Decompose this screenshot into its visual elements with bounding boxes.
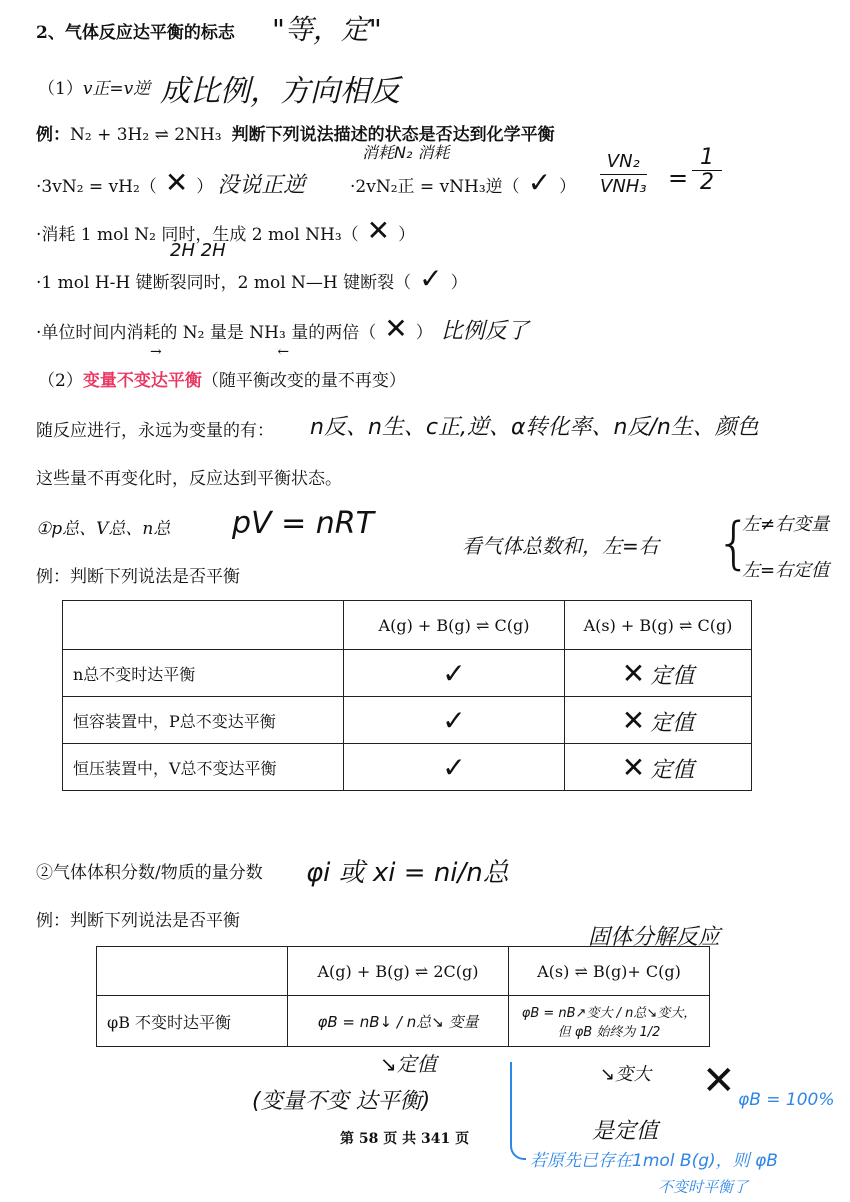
note-blue-pct: φB = 100% (738, 1090, 835, 1110)
table-1-note: 定值 (650, 710, 695, 736)
item-2-text: ·消耗 1 mol N₂ 同时，生成 2 mol NH₃（ (36, 225, 359, 245)
ratio-equals: = (668, 164, 689, 192)
heading-handwriting: "等，定" (272, 13, 382, 46)
cross-icon: ✕ (702, 1058, 736, 1104)
table-1-row-label: n总不变时达平衡 (63, 650, 344, 697)
ratio-den: VNH₃ (600, 176, 647, 197)
table-2 (96, 946, 710, 1047)
note-under-a: ↘定值 (380, 1052, 437, 1076)
sec2-desc: （随平衡改变的量不再变） (201, 371, 406, 391)
cross-icon: ✕ (384, 312, 408, 345)
table-1 (62, 600, 752, 791)
item-4-note: 比例反了 (440, 319, 529, 344)
table-1-note: 定值 (650, 663, 695, 689)
item-1-close: ） (559, 177, 577, 197)
ratio-fraction (600, 150, 647, 199)
ex1-question: 判断下列说法描述的状态是否达到化学平衡 (231, 125, 555, 145)
note-ding: 是定值 (592, 1119, 659, 1144)
table-2-cell-b: φB = nB↗变大 / n总↘变大，但 φB 始终为 1/2 (509, 996, 710, 1047)
check-icon: ✓ (344, 697, 565, 744)
sec1-formula: v正=v逆 (82, 79, 151, 99)
variables-text: 随反应进行，永远为变量的有： (36, 421, 274, 441)
cross-icon: ✕ (366, 214, 391, 247)
ex1-line (36, 124, 555, 146)
table-2-header-cell: A(g) + B(g) ⇌ 2C(g) (288, 947, 509, 996)
item-4-close: ） (415, 323, 433, 343)
page-footer: 第 58 页 共 341 页 (340, 1131, 470, 1147)
ratio-value-den: 2 (700, 170, 714, 195)
ratio-value (692, 146, 722, 195)
table-1-row-b (565, 697, 752, 744)
cross-icon: ✕ (621, 656, 646, 690)
ex1-equation: N₂ + 3H₂ ⇌ 2NH₃ (70, 125, 222, 145)
item-3-text: ·1 mol H-H 键断裂同时，2 mol N—H 键断裂（ (36, 273, 412, 293)
table-row (63, 650, 752, 697)
ex2-text: 例：判断下列说法是否平衡 (36, 567, 240, 587)
table-1-row-label: 恒压装置中，V总不变达平衡 (63, 744, 344, 791)
sec1-line (38, 78, 150, 100)
item-0-note: 没说正逆 (217, 173, 306, 198)
part2-label: ②气体体积分数/物质的量分数 (36, 863, 263, 883)
item-3-close: ） (450, 273, 468, 293)
item-0 (36, 166, 306, 199)
item-1 (350, 166, 577, 199)
part1-side-note: 看气体总数和，左=右 (462, 534, 659, 558)
cross-icon: ✕ (621, 750, 646, 784)
reach-text: 这些量不再变化时，反应达到平衡状态。 (36, 469, 342, 489)
sec1-label: （1） (38, 79, 83, 99)
blue-bracket (510, 1062, 526, 1160)
table-1-header-cell: A(g) + B(g) ⇌ C(g) (344, 601, 565, 650)
table-2-row-label: φB 不变时达平衡 (97, 996, 288, 1047)
variables-handwriting: n反、n生、c正,逆、α转化率、n反/n生、颜色 (310, 415, 759, 440)
ratio-num: VN₂ (600, 150, 647, 175)
table-1-row-b (565, 650, 752, 697)
cross-icon: ✕ (621, 703, 646, 737)
table-1-header-cell (63, 601, 344, 650)
table-1-header (63, 601, 752, 650)
section-heading (36, 22, 235, 44)
brace-a: 左≠右变量 (742, 514, 830, 535)
ex1-label: 例： (36, 125, 70, 145)
check-icon: ✓ (419, 262, 443, 295)
brace-b: 左=右定值 (742, 560, 830, 581)
table-2-cell-a: φB = nB↓ / n总↘ 变量 (288, 996, 509, 1047)
table-2-header-cell (97, 947, 288, 996)
item-1-text: ·2vN₂正 = vNH₃逆（ (350, 177, 520, 197)
note-under-b: ↘变大 (600, 1064, 652, 1085)
ex3-handwriting: 固体分解反应 (588, 925, 721, 950)
cross-icon: ✕ (164, 166, 189, 199)
item-1-above: 消耗N₂ 消耗 (362, 143, 450, 162)
item-3-above: 2H 2H (170, 240, 226, 261)
note-blue-2: 不变时平衡了 (658, 1178, 749, 1196)
check-icon: ✓ (344, 744, 565, 791)
table-row (63, 744, 752, 791)
item-2-close: ） (398, 225, 416, 245)
part2-handwriting: φi 或 xi = ni/n总 (306, 858, 509, 888)
part1-formula: pV = nRT (232, 506, 374, 541)
table-2-header (97, 947, 710, 996)
note-blue-1: 若原先已存在1mol B(g)，则 φB (530, 1151, 778, 1171)
item-0-close: ） (196, 177, 214, 197)
table-2-header-cell: A(s) ⇌ B(g)+ C(g) (509, 947, 710, 996)
check-icon: ✓ (344, 650, 565, 697)
sec2-line (38, 370, 406, 392)
item-4 (36, 312, 529, 345)
table-1-header-cell: A(s) + B(g) ⇌ C(g) (565, 601, 752, 650)
ratio-value-num: 1 (692, 146, 722, 171)
heading-number: 2、 (36, 23, 65, 43)
part1-label: ①p总、V总、n总 (36, 519, 171, 539)
table-1-row-b (565, 744, 752, 791)
sec2-title: 变量不变达平衡 (82, 371, 202, 391)
table-1-note: 定值 (650, 757, 695, 783)
item-4-text: ·单位时间内消耗的 N₂ 量是 NH₃ 量的两倍（ (36, 323, 377, 343)
note-paren: (变量不变 达平衡) (252, 1089, 431, 1114)
underline-arrows: → ← (150, 344, 290, 360)
sec2-label: （2） (38, 371, 83, 391)
ex3-text: 例：判断下列说法是否平衡 (36, 911, 240, 931)
table-1-row-label: 恒容装置中，P总不变达平衡 (63, 697, 344, 744)
table-row (63, 697, 752, 744)
item-0-text: ·3vN₂ = vH₂（ (36, 177, 157, 197)
check-icon: ✓ (527, 166, 552, 199)
heading-title: 气体反应达平衡的标志 (64, 23, 235, 43)
table-row (97, 996, 710, 1047)
item-3 (36, 262, 468, 295)
brace-icon: { (716, 511, 752, 576)
sec1-handwriting: 成比例，方向相反 (160, 74, 400, 109)
